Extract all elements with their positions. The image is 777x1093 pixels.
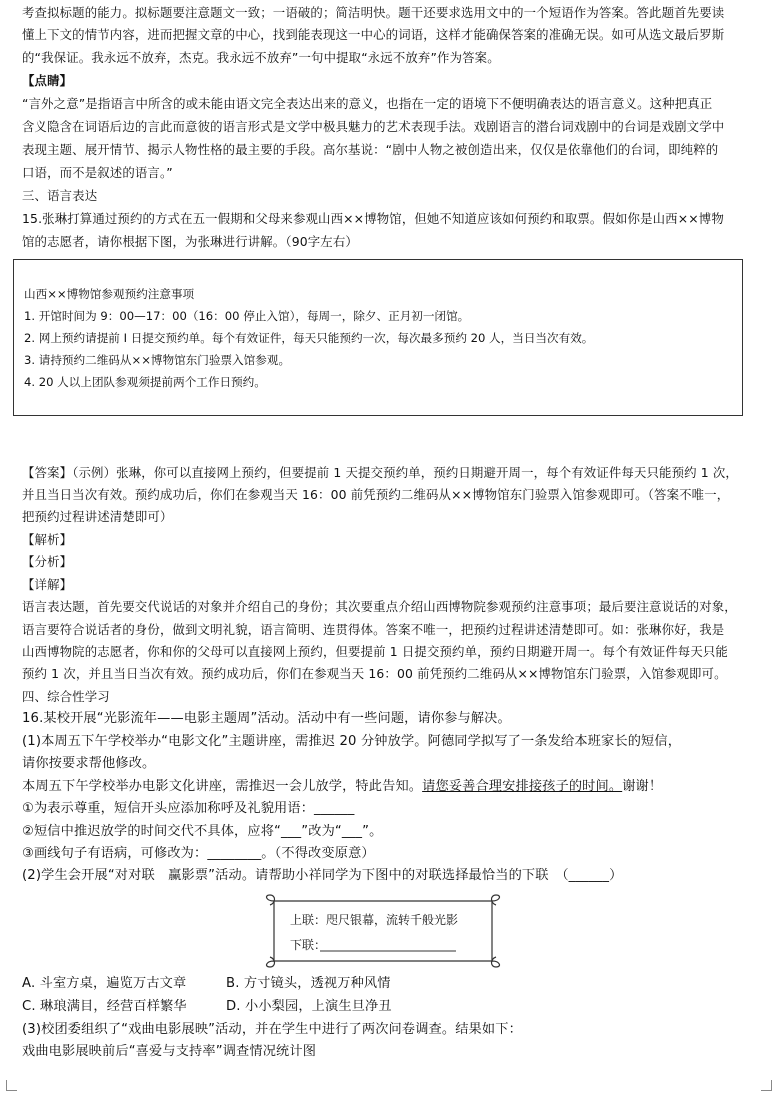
text-line: 懂上下文的情节内容，进而把握文章的中心，找到能表现这一中心的词语，这样才能确保答案的准确无误。如可从选文最后罗斯 <box>22 27 725 42</box>
question-15-cont: 馆的志愿者，请你根据下图，为张琳进行讲解。（90字左右） <box>22 234 358 249</box>
text-line: 表现主题、展开情节、揭示人物性格的最主要的手段。高尔基说：“剧中人物之被创造出来，仅仅是依靠他们的台词，即纯粹的 <box>22 142 719 157</box>
sms-text-end: 谢谢！ <box>622 779 663 794</box>
section-heading: 三、语言表达 <box>22 188 98 203</box>
notice-item: 2. 网上预约请提前 I 日提交预约单。每个有效证件，每天只能预约一次，每次最多预约 20 人，当日当次有效。 <box>24 331 594 345</box>
blank-question: ③画线句子有语病，可修改为：________。（不得改变原意） <box>22 846 375 861</box>
label-xiangjie: 【详解】 <box>22 577 73 592</box>
notice-box <box>13 259 743 416</box>
sub-question-3: (3)校团委组织了“戏曲电影展映”活动，并在学生中进行了两次问卷调查。结果如下： <box>22 1022 522 1037</box>
notice-title: 山西××博物馆参观预约注意事项 <box>24 287 195 301</box>
detail-line: 山西博物院的志愿者，你和你的父母可以直接网上预约，但要提前 1 日提交预约单，预约日期避开周一。每个有效证件每天只能 <box>22 644 728 659</box>
notice-item: 4. 20 人以上团队参观须提前两个工作日预约。 <box>24 375 266 389</box>
answer-line: 【答案】（示例）张琳，你可以直接网上预约，但要提前 1 天提交预约单，预约日期避开周一，每个有效证件每天只能预约 1 次， <box>22 465 738 480</box>
sms-text-plain: 本周五下午学校举办电影文化讲座，需推迟一会儿放学，特此告知。 <box>22 779 423 794</box>
option-d: D. 小小梨园，上演生旦净丑 <box>226 999 392 1014</box>
question-15: 15.张琳打算通过预约的方式在五一假期和父母来参观山西××博物馆，但她不知道应该如何预约和取票。假如你是山西××博物 <box>22 211 724 226</box>
page-corner-mark <box>761 1080 772 1091</box>
chart-caption: 戏曲电影展映前后“喜爱与支持率”调查情况统计图 <box>22 1044 317 1059</box>
option-c: C. 琳琅满目，经营百样繁华 <box>22 999 187 1014</box>
options-row <box>22 996 757 1018</box>
text-line: 口语，而不是叙述的语言。” <box>22 165 173 180</box>
couplet-upper: 上联：咫尺银幕，流转千般光影 <box>290 913 459 927</box>
scroll-frame-icon <box>262 893 502 969</box>
sub-question-1-cont: 请你按要求帮他修改。 <box>22 756 156 771</box>
detail-line: 预约 1 次，并且当日当次有效。预约成功后，你们在参观当天 16：00 前凭预约二维码从××博物馆东门验票，入馆参观即可。 <box>22 666 727 681</box>
option-a: A. 斗室方桌，遍览万古文章 <box>22 976 187 991</box>
sms-text <box>22 776 757 798</box>
text-line: 含义隐含在词语后边的言此而意彼的语言形式是文学中极具魅力的艺术表现手法。戏剧语言的潜台词戏剧中的台词是戏剧文学中 <box>22 119 725 134</box>
sub-question-1: (1)本周五下午学校举办“电影文化”主题讲座，需推迟 20 分钟放学。阿德同学拟写了一条发给本班家长的短信， <box>22 734 682 749</box>
couplet-scroll <box>262 893 502 969</box>
option-b: B. 方寸镜头，透视万种风情 <box>226 976 391 991</box>
couplet-lower: 下联： <box>290 938 327 952</box>
text-line: 考查拟标题的能力。拟标题要注意题文一致；一语破的；简洁明快。题干还要求选用文中的一个短语作为答案。答此题首先要读 <box>22 5 725 20</box>
question-16: 16.某校开展“光影流年——电影主题周”活动。活动中有一些问题，请你参与解决。 <box>22 711 511 726</box>
notice-item: 1. 开馆时间为 9：00—17：00（16：00 停止入馆），每周一，除夕、正月初一闭馆。 <box>24 309 470 323</box>
notice-item: 3. 请持预约二维码从××博物馆东门验票入馆参观。 <box>24 353 291 367</box>
text-line: 的“我保证。我永远不放弃，杰克。我永远不放弃”一句中提取“永远不放弃”作为答案。 <box>22 50 500 65</box>
answer-line: 把预约过程讲述清楚即可） <box>22 509 173 524</box>
label-jiexi: 【解析】 <box>22 532 73 547</box>
label-dianjing: 【点睛】 <box>22 73 73 88</box>
label-fenxi: 【分析】 <box>22 554 73 569</box>
blank-question: ①为表示尊重，短信开头应添加称呼及礼貌用语：______ <box>22 801 355 816</box>
page-corner-mark <box>6 1080 17 1091</box>
options-row <box>22 973 757 995</box>
detail-line: 语言表达题，首先要交代说话的对象并介绍自己的身份；其次要重点介绍山西博物院参观预约注意事项；最后要注意说话的对象， <box>22 599 737 614</box>
answer-line: 并且当日当次有效。预约成功后，你们在参观当天 16：00 前凭预约二维码从××博物馆东门验票入馆参观即可。（答案不唯一， <box>22 487 730 502</box>
section-heading: 四、综合性学习 <box>22 689 110 704</box>
sub-question-2: (2)学生会开展“对对联 赢影票”活动。请帮助小祥同学为下图中的对联选择最恰当的下联 （______） <box>22 868 623 883</box>
text-line: “言外之意”是指语言中所含的或未能由语文完全表达出来的意义，也指在一定的语境下不便明确表达的语言意义。这种把真正 <box>22 96 713 111</box>
blank-question: ②短信中推迟放学的时间交代不具体，应将“___”改为“___”。 <box>22 824 383 839</box>
detail-line: 语言要符合说话者的身份，做到文明礼貌，语言简明、连贯得体。答案不唯一，把预约过程讲述清楚即可。如：张琳你好，我是 <box>22 622 725 637</box>
sms-underlined-sentence: 请您妥善合理安排接孩子的时间。 <box>422 779 623 794</box>
